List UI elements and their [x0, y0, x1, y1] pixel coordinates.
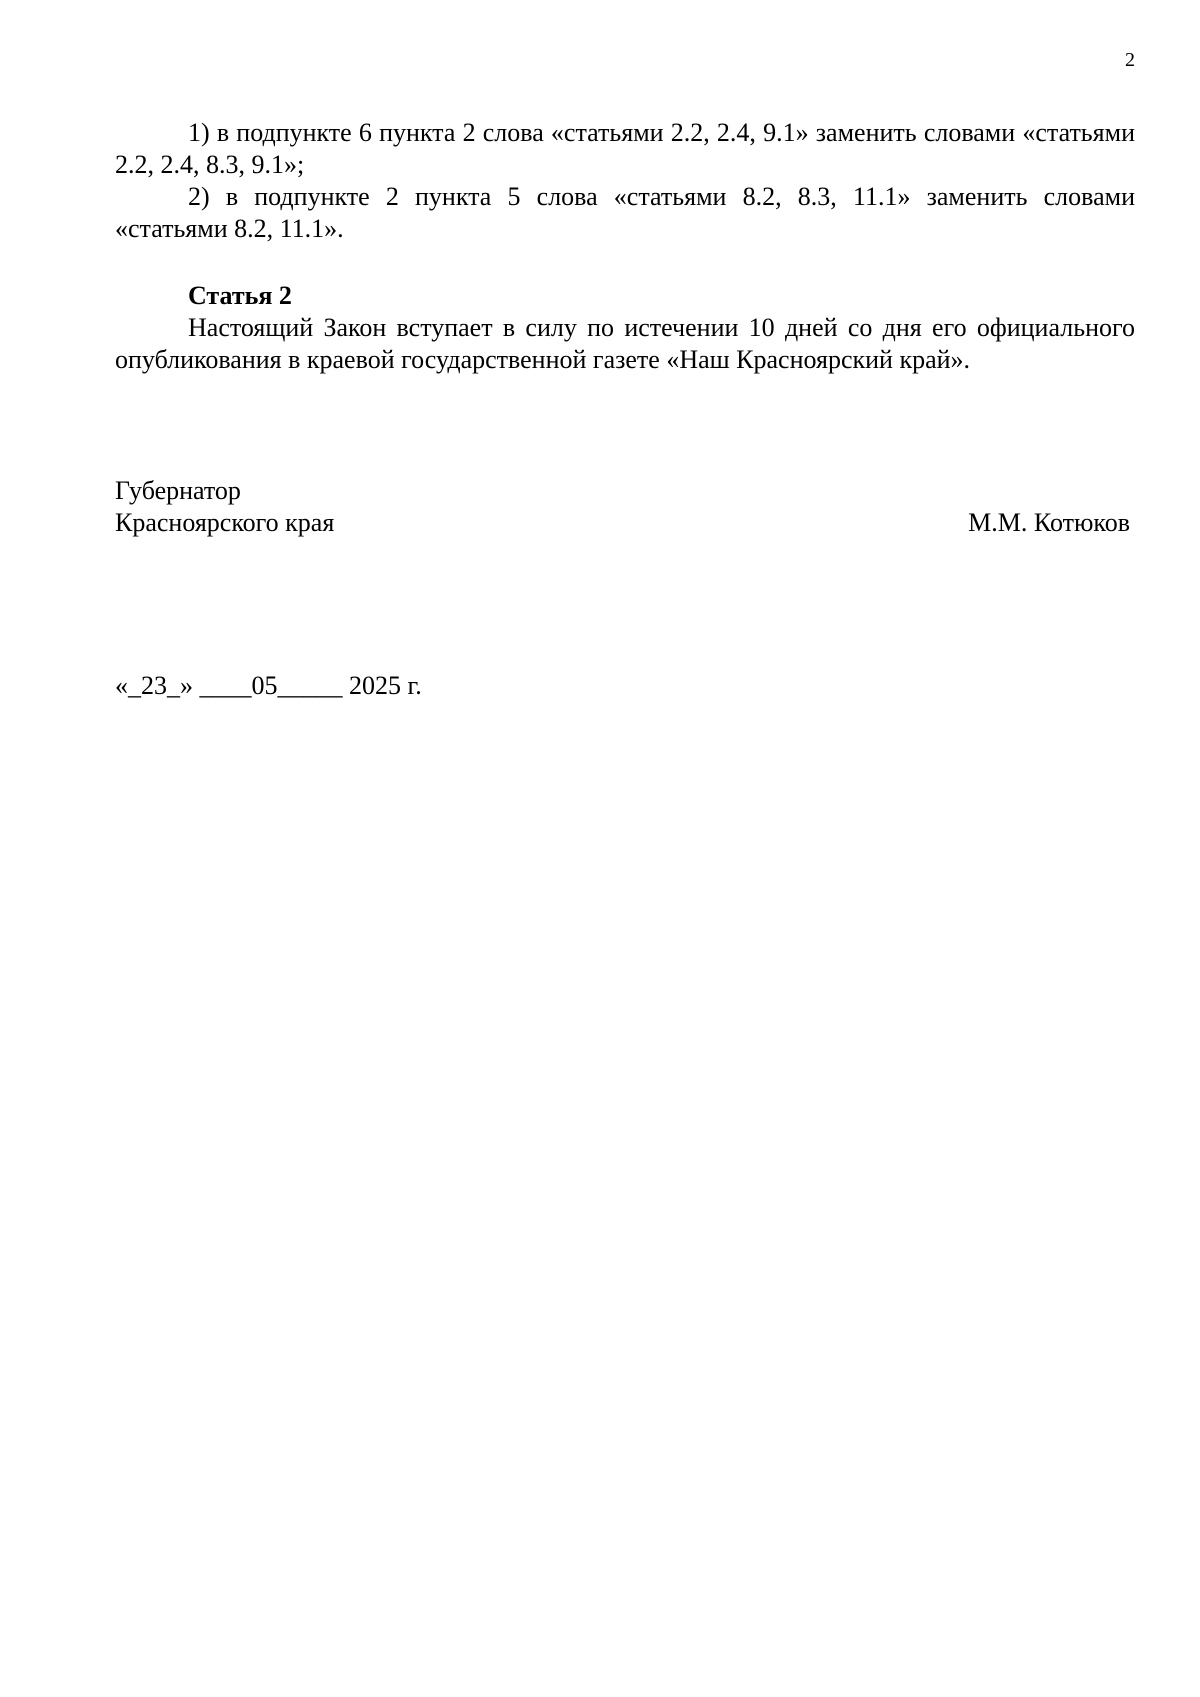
signature-block	[115, 475, 1130, 539]
date-day: 23	[141, 671, 167, 700]
amendment-item-2: 2) в подпункте 2 пункта 5 слова «статьями 8.2, 8.3, 11.1» заменить словами «статьями 8.2, 11.1».	[115, 182, 1135, 243]
signer-position-line2: Красноярского края	[115, 508, 335, 537]
date-year: 2025	[349, 671, 401, 700]
article-2	[115, 280, 1135, 376]
article-text: Настоящий Закон вступает в силу по истечении 10 дней со дня его официального опубликования в краевой государственной газете «Наш Красноярский край».	[115, 313, 1135, 374]
page-number: 2	[1125, 49, 1135, 71]
signing-date: «_23_» ____05_____ 2025 г.	[115, 671, 422, 700]
signer-position-line1: Губернатор	[115, 476, 241, 505]
amendment-list	[115, 117, 1135, 245]
signer-name: М.М. Котюков	[968, 508, 1130, 537]
amendment-item-1: 1) в подпункте 6 пункта 2 слова «статьями 2.2, 2.4, 9.1» заменить словами «статьями 2.2, 2.4, 8.3, 9.1»;	[115, 118, 1135, 179]
date-month: 05	[251, 671, 278, 700]
article-title: Статья 2	[188, 281, 292, 310]
